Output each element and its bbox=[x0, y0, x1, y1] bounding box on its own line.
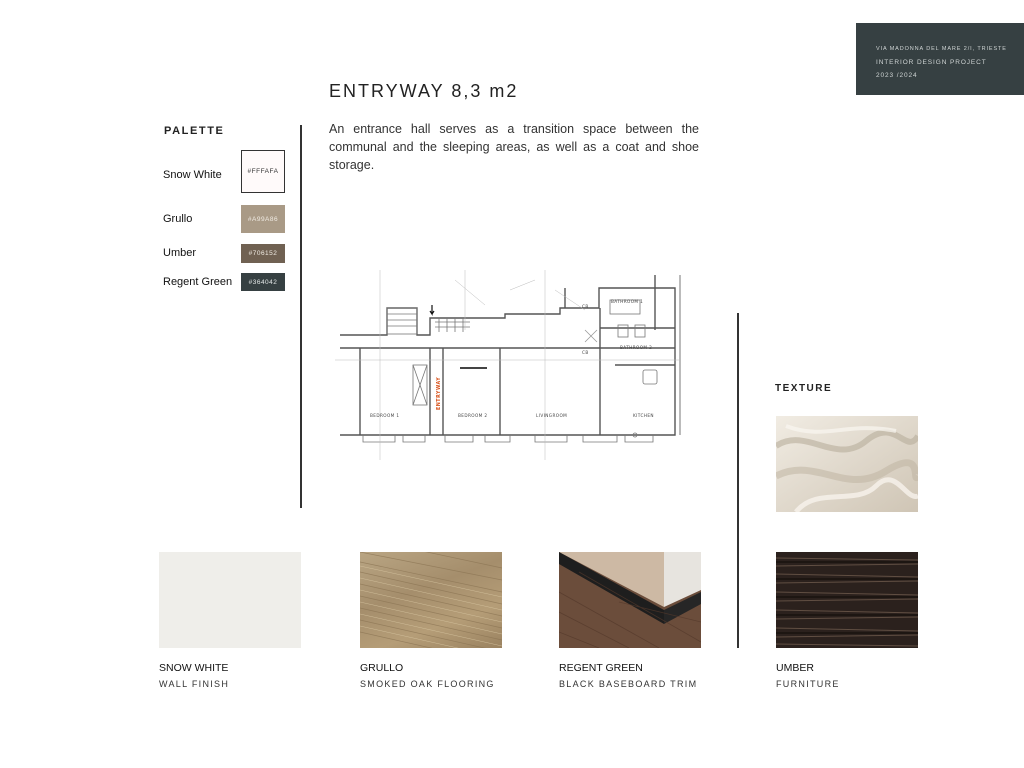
label-bedroom-1: BEDROOM 1 bbox=[370, 413, 400, 418]
palette-name-grullo: Grullo bbox=[163, 213, 193, 225]
floor-plan bbox=[335, 270, 685, 460]
swatch-umber: #706152 bbox=[241, 244, 285, 263]
swatch-grullo: #A99A86 bbox=[241, 205, 285, 233]
material-name-snow-white: SNOW WHITE bbox=[159, 662, 229, 674]
label-cb-1: CB bbox=[582, 304, 589, 309]
material-name-umber: UMBER bbox=[776, 662, 814, 674]
label-bathroom-1: BATHROOM 1 bbox=[611, 299, 644, 304]
project-type: INTERIOR DESIGN PROJECT bbox=[876, 59, 987, 66]
baseboard-trim-image bbox=[559, 552, 701, 648]
texture-divider bbox=[737, 313, 739, 648]
material-use-furniture: FURNITURE bbox=[776, 679, 840, 689]
label-bathroom-2: BATHROOM 2 bbox=[620, 345, 653, 350]
material-name-regent-green: REGENT GREEN bbox=[559, 662, 643, 674]
texture-title: TEXTURE bbox=[775, 383, 833, 394]
label-entryway: ENTRYWAY bbox=[437, 376, 442, 410]
project-address: VIA MADONNA DEL MARE 2/I, TRIESTE bbox=[876, 46, 1007, 52]
palette-title: PALETTE bbox=[164, 125, 225, 137]
material-use-flooring: SMOKED OAK FLOORING bbox=[360, 679, 495, 689]
wall-finish-image bbox=[159, 552, 301, 648]
palette-divider bbox=[300, 125, 302, 508]
project-header bbox=[856, 23, 1024, 95]
oak-flooring-image bbox=[360, 552, 502, 648]
material-use-baseboard: BLACK BASEBOARD TRIM bbox=[559, 679, 698, 689]
palette-name-snow-white: Snow White bbox=[163, 169, 222, 181]
palette-name-umber: Umber bbox=[163, 247, 197, 259]
label-bedroom-2: BEDROOM 2 bbox=[458, 413, 488, 418]
project-year: 2023 /2024 bbox=[876, 72, 918, 79]
swatch-regent-green: #364042 bbox=[241, 273, 285, 291]
material-use-wall-finish: WALL FINISH bbox=[159, 679, 230, 689]
label-kitchen: KITCHEN bbox=[633, 413, 654, 418]
page-title: ENTRYWAY 8,3 m2 bbox=[329, 81, 519, 101]
room-description: An entrance hall serves as a transition space between the communal and the sleeping areas, as well as a coat and shoe storage. bbox=[329, 122, 699, 172]
palette-name-regent-green: Regent Green bbox=[163, 276, 233, 288]
material-name-grullo: GRULLO bbox=[360, 662, 404, 674]
linen-texture-image bbox=[776, 416, 918, 512]
furniture-wood-image bbox=[776, 552, 918, 648]
label-cb-2: CB bbox=[582, 350, 589, 355]
swatch-snow-white: #FFFAFA bbox=[241, 150, 285, 193]
label-livingroom: LIVINGROOM bbox=[536, 413, 568, 418]
